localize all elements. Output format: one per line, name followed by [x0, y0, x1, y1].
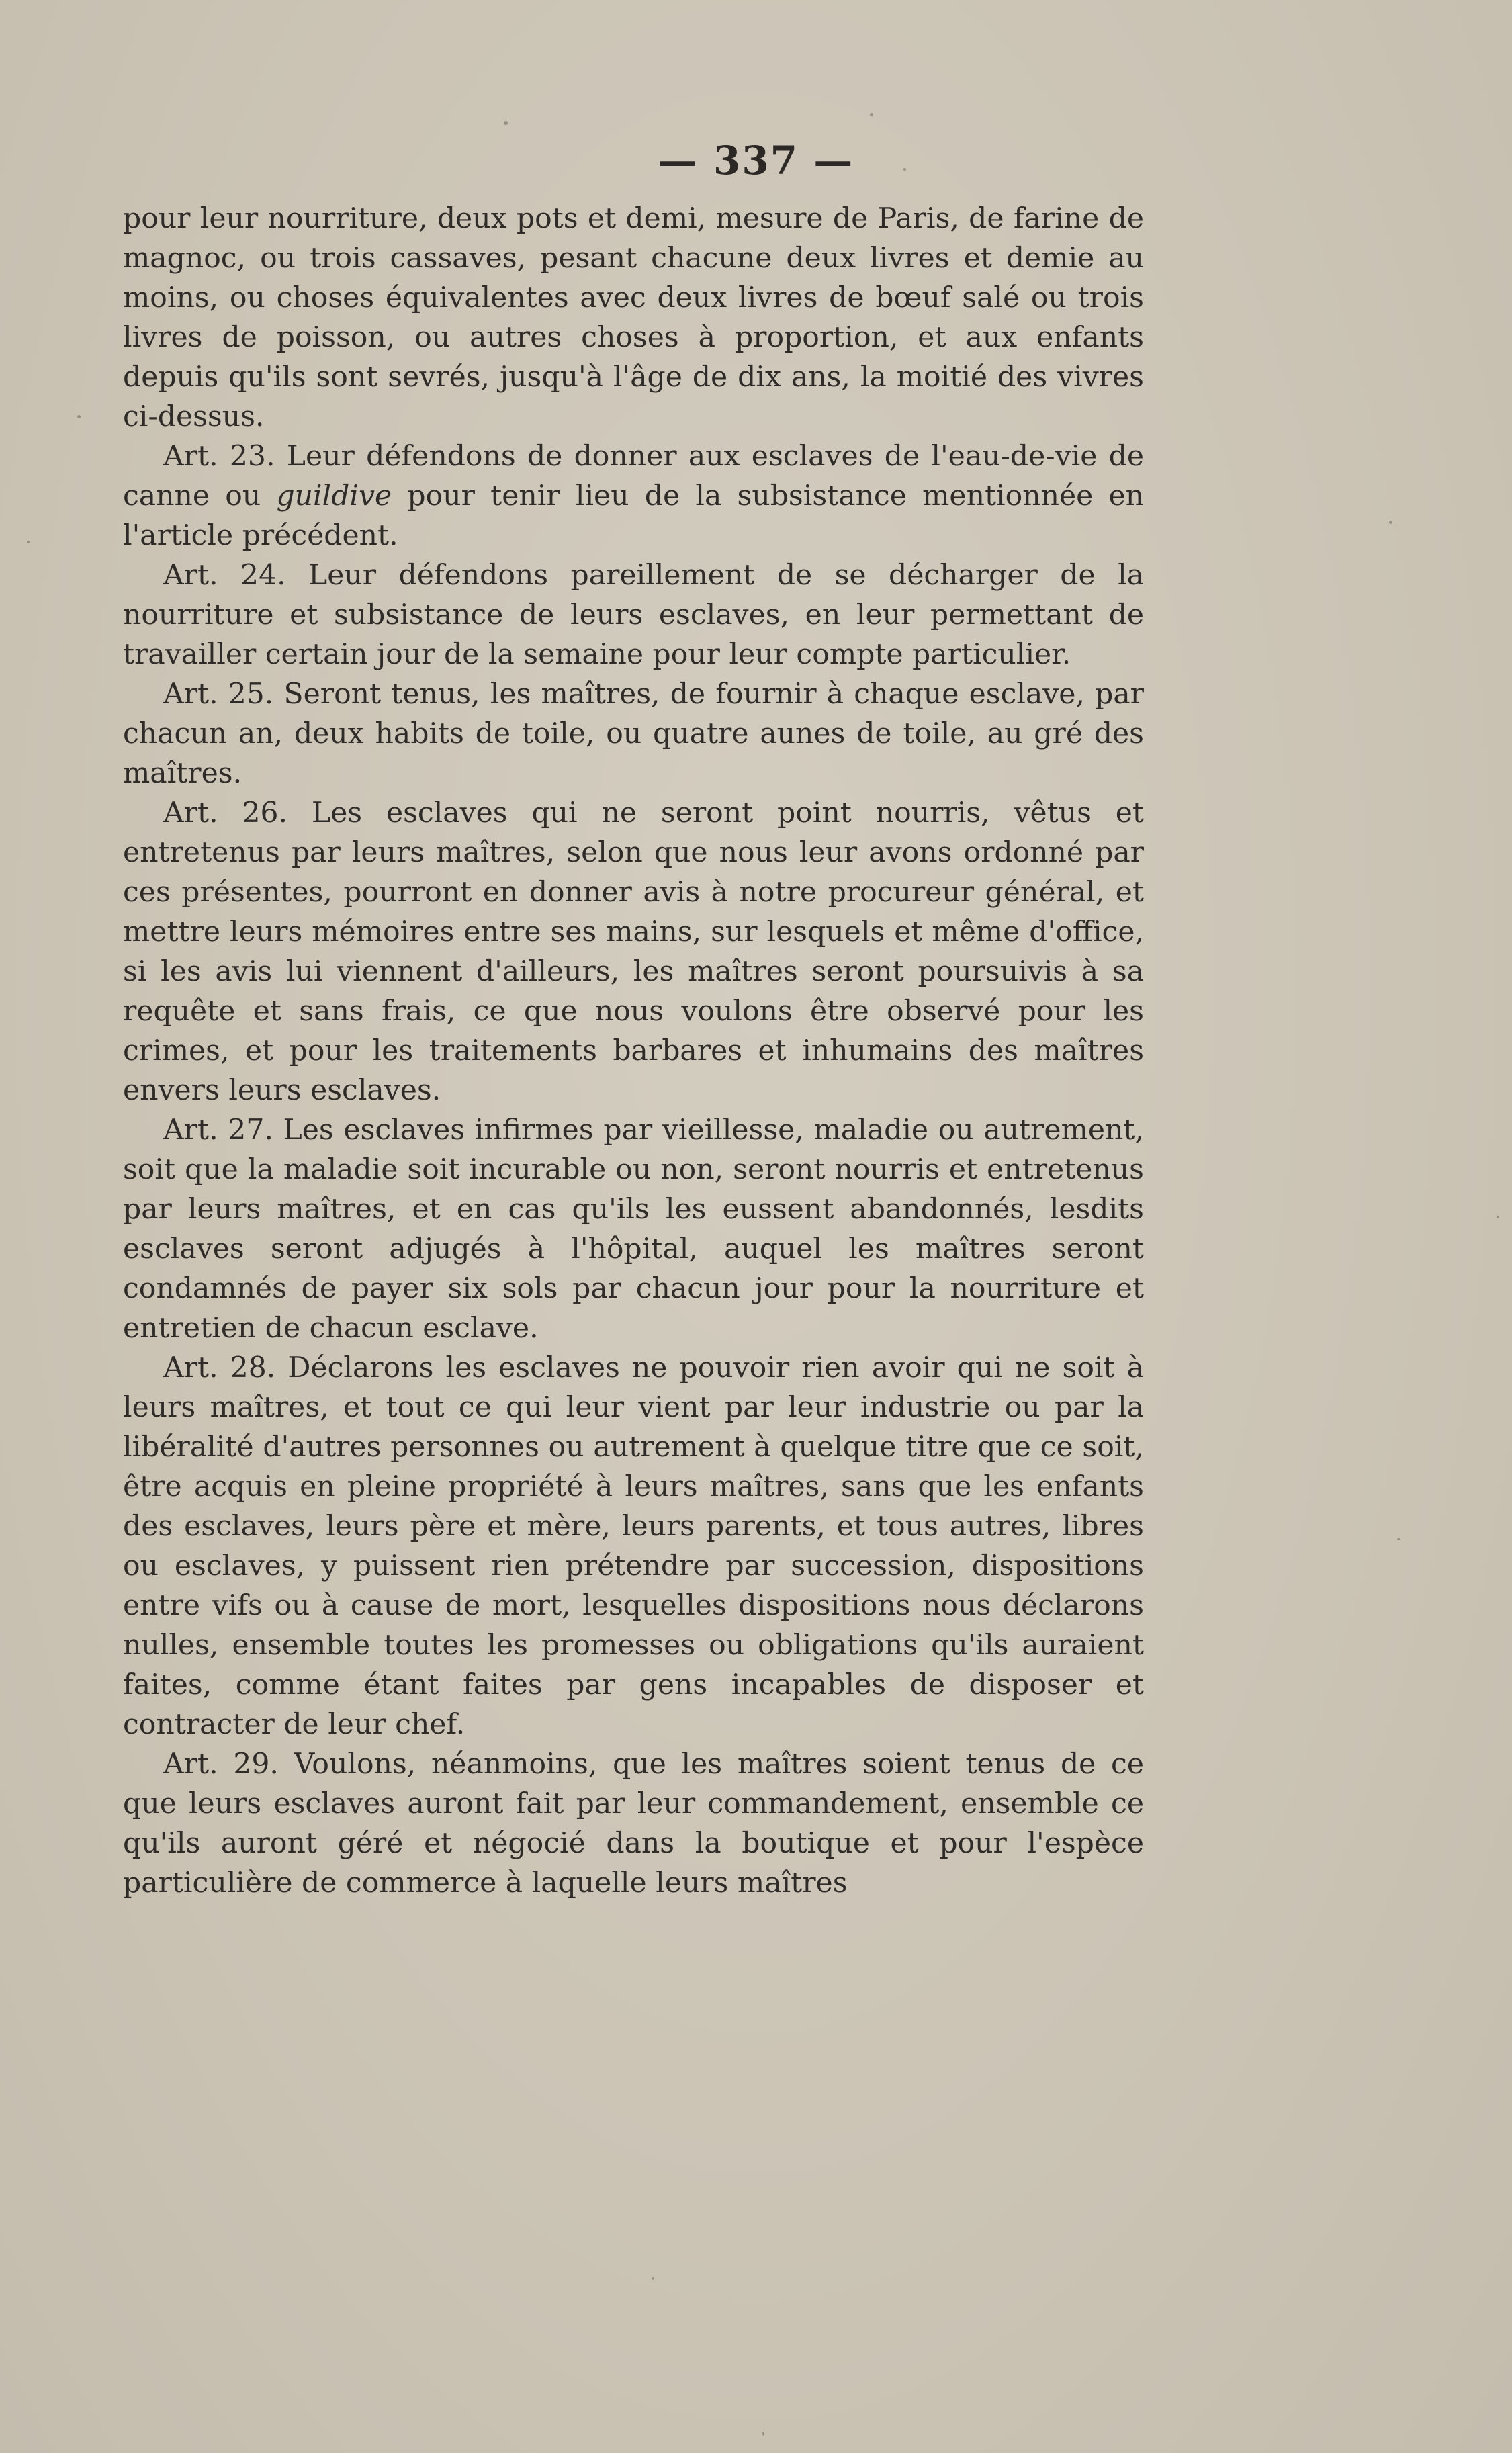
- body-text: [123, 199, 1144, 1903]
- paper-speck: [27, 541, 30, 543]
- article-23-italic-term: guildive: [276, 480, 392, 512]
- paper-speck: [903, 168, 906, 171]
- paper-speck: [870, 113, 873, 116]
- paper-speck: [1497, 1216, 1499, 1218]
- paragraph-article-24: Art. 24. Leur défendons pareillement de se décharger de la nourriture et subsistance de leurs esclaves, en leur permettant de travailler certain jour de la semaine pour leur compte particulier.: [123, 559, 1144, 671]
- paper-speck: [652, 2277, 654, 2280]
- paragraph-article-25: Art. 25. Seront tenus, les maîtres, de fournir à chaque esclave, par chacun an, deux habits de toile, ou quatre aunes de toile, au gré des maîtres.: [123, 678, 1144, 790]
- paragraph-article-29: Art. 29. Voulons, néanmoins, que les maîtres soient tenus de ce que leurs esclaves auront fait par leur commandement, ensemble ce qu'ils auront géré et négocié dans la boutique et pour l'espèce particulière de commerce à laquelle leurs maîtres: [123, 1748, 1144, 1900]
- paper-speck: [77, 415, 81, 418]
- paper-speck: [504, 121, 508, 125]
- paragraph-article-26: Art. 26. Les esclaves qui ne seront point nourris, vêtus et entretenus par leurs maîtres, selon que nous leur avons ordonné par ces présentes, pourront en donner avis à notre procureur général, et mettre leurs mémoires entre ses mains, sur lesquels et même d'office, si les avis lui viennent d'ailleurs, les maîtres seront poursuivis à sa requête et sans frais, ce que nous voulons être observé pour les crimes, et pour les traitements barbares et inhumains des maîtres envers leurs esclaves.: [123, 797, 1144, 1107]
- paper-speck: [1397, 1538, 1400, 1540]
- paragraph-continued: pour leur nourriture, deux pots et demi, mesure de Paris, de farine de magnoc, ou trois cassaves, pesant chacune deux livres et demie au moins, ou choses équivalentes avec deux livres de bœuf salé ou trois livres de poisson, ou autres choses à proportion, et aux enfants depuis qu'ils sont sevrés, jusqu'à l'âge de dix ans, la moitié des vivres ci-dessus.: [123, 202, 1144, 433]
- article-23-text-after: pour tenir lieu de la subsistance mentionnée en l'article précédent.: [123, 480, 1144, 552]
- paragraph-article-28: Art. 28. Déclarons les esclaves ne pouvoir rien avoir qui ne soit à leurs maîtres, et tout ce qui leur vient par leur industrie ou par la libéralité d'autres personnes ou autrement à quelque titre que ce soit, être acquis en pleine propriété à leurs maîtres, sans que les enfants des esclaves, leurs père et mère, leurs parents, et tous autres, libres ou esclaves, y puissent rien prétendre par succession, dispositions entre vifs ou à cause de mort, lesquelles dispositions nous déclarons nulles, ensemble toutes les promesses ou obligations qu'ils auraient faites, comme étant faites par gens incapables de disposer et contracter de leur chef.: [123, 1351, 1144, 1741]
- article-23-text-before: Art. 23. Leur défendons de donner aux esclaves de l'eau-de-vie de canne ou: [123, 440, 1144, 512]
- paper-speck: [1389, 521, 1392, 524]
- paragraph-article-23: [123, 437, 1144, 555]
- page-number: — 337 —: [658, 138, 854, 183]
- paragraph-article-27: Art. 27. Les esclaves infirmes par vieillesse, maladie ou autrement, soit que la maladie soit incurable ou non, seront nourris et entretenus par leurs maîtres, et en cas qu'ils les eussent abandonnés, lesdits esclaves seront adjugés à l'hôpital, auquel les maîtres seront condamnés de payer six sols par chacun jour pour la nourriture et entretien de chacun esclave.: [123, 1114, 1144, 1345]
- paper-speck: [762, 2432, 764, 2436]
